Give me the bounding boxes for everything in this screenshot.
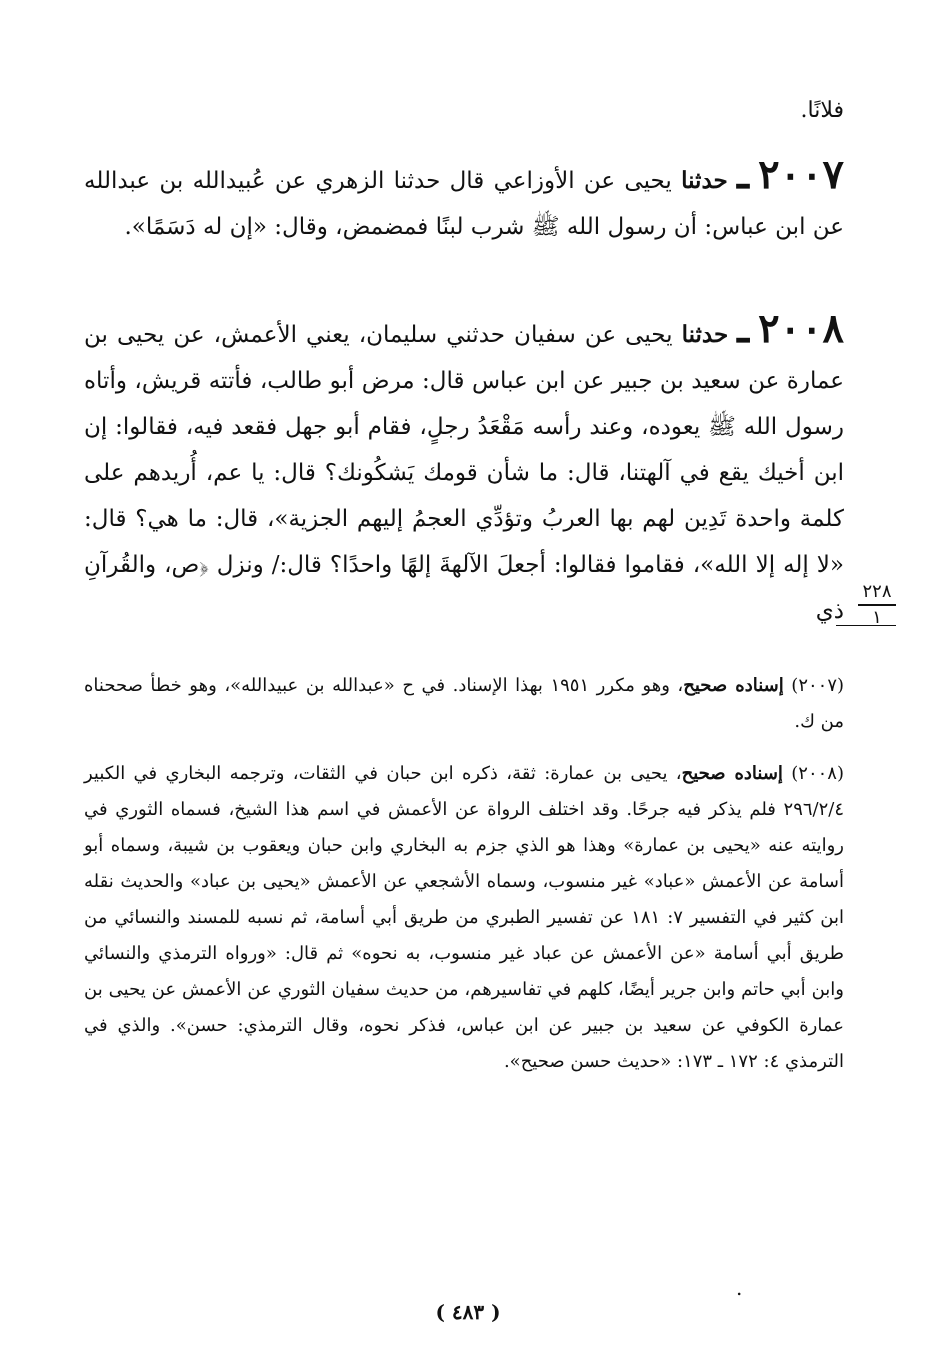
footnote-number: (٢٠٠٨) (791, 763, 844, 784)
hadith-text: يحيى عن سفيان حدثني سليمان، يعني الأعمش، عن يحيى بن عمارة عن سعيد بن جبير عن ابن عباس قال: مرض أبو طالب، فأتته قريش، وأتاه رسول الله ﷺ يعوده، وعند رأسه مَقْعَدُ رجلٍ، فقام أبو جهل فقعد فيه، فقالوا: إن ابن أخيك يقع في آلهتنا، قال: ما شأن قومك يَشكُونك؟ قال: يا عم، أُريدهم على كلمة واحدة تَدِين لهم بها العربُ وتؤدِّي العجمُ إليهم الجزية»، قال: ما هي؟ قال: «لا إله إلا الله»، فقاموا فقالوا: أجعلَ الآلهةَ إلهًا واحدًا؟ قال:/ ونزل ﴿ص، والقُرآنِ ذي (84, 322, 844, 624)
hadith-number: ٢٠٠٧ (758, 151, 845, 198)
hadith-lead-word: حدثنا (681, 167, 728, 194)
hadith-dash: ـ (737, 305, 749, 352)
hadith-number: ٢٠٠٨ (758, 305, 844, 352)
footnote-text: ، يحيى بن عمارة: ثقة، ذكره ابن حبان في الثقات، وترجمه البخاري في الكبير ٢٩٦/٢/٤ فلم يذكر فيه جرحًا. وقد اختلف الرواة عن الأعمش في اسم هذا الشيخ، فسماه الثوري في روايته عنه «يحيى بن عمارة» وهذا هو الذي جزم به البخاري وابن حبان ويعقوب بن شيبة، وسماه أبو أسامة عن الأعمش «عباد» غير منسوب، وسماه الأشجعي عن الأعمش «يحيى بن عباد» والحديث نقله ابن كثير في التفسير ٧: ١٨١ عن تفسير الطبري من طريق أبي أسامة، ثم نسبه للمسند والنسائي من طريق أبي أسامة «عن الأعمش عن عباد غير منسوب، به نحوه» ثم قال: «ورواه الترمذي والنسائي وابن أبي حاتم وابن جرير أيضًا، كلهم في تفاسيرهم، من حديث سفيان الثوري عن الأعمش عن يحيى بن عمارة الكوفي عن سعيد بن جبير عن ابن عباس، فذكر نحوه، وقال الترمذي: حسن». والذي في الترمذي ٤: ١٧٢ ـ ١٧٣: «حديث حسن صحيح». (84, 763, 844, 1072)
hadith-lead-word: حدثنا (681, 321, 729, 348)
hadith-dash: ـ (737, 151, 749, 198)
footnote-grade: إسناده صحيح (683, 675, 784, 696)
footnote-number: (٢٠٠٧) (791, 675, 845, 696)
margin-rule (836, 625, 896, 626)
stray-dot: . (736, 1276, 743, 1300)
margin-reference (858, 582, 896, 628)
margin-ref-top: ٢٢٨ (862, 581, 892, 602)
continuation-text: فلانًا. (800, 98, 844, 123)
hadith-text: يحيى عن الأوزاعي قال حدثنا الزهري عن عُبيدالله بن عبدالله عن ابن عباس: أن رسول الله ﷺ شرب لبنًا فمضمض، وقال: «إن له دَسَمًا». (84, 168, 844, 240)
footnote-2008 (84, 756, 844, 1080)
page-number: ( ٤٨٣ ) (435, 1300, 501, 1324)
margin-ref-bottom: ١ (872, 607, 882, 628)
footnote-text: ، وهو مكرر ١٩٥١ بهذا الإسناد. في ح «عبدالله بن عبيدالله»، وهو خطأ صححناه من ك. (84, 675, 844, 732)
margin-ref-divider (858, 604, 896, 606)
hadith-2007 (84, 152, 844, 250)
footnote-grade: إسناده صحيح (681, 763, 783, 784)
footnote-2007 (84, 668, 844, 740)
hadith-2008 (84, 306, 844, 634)
